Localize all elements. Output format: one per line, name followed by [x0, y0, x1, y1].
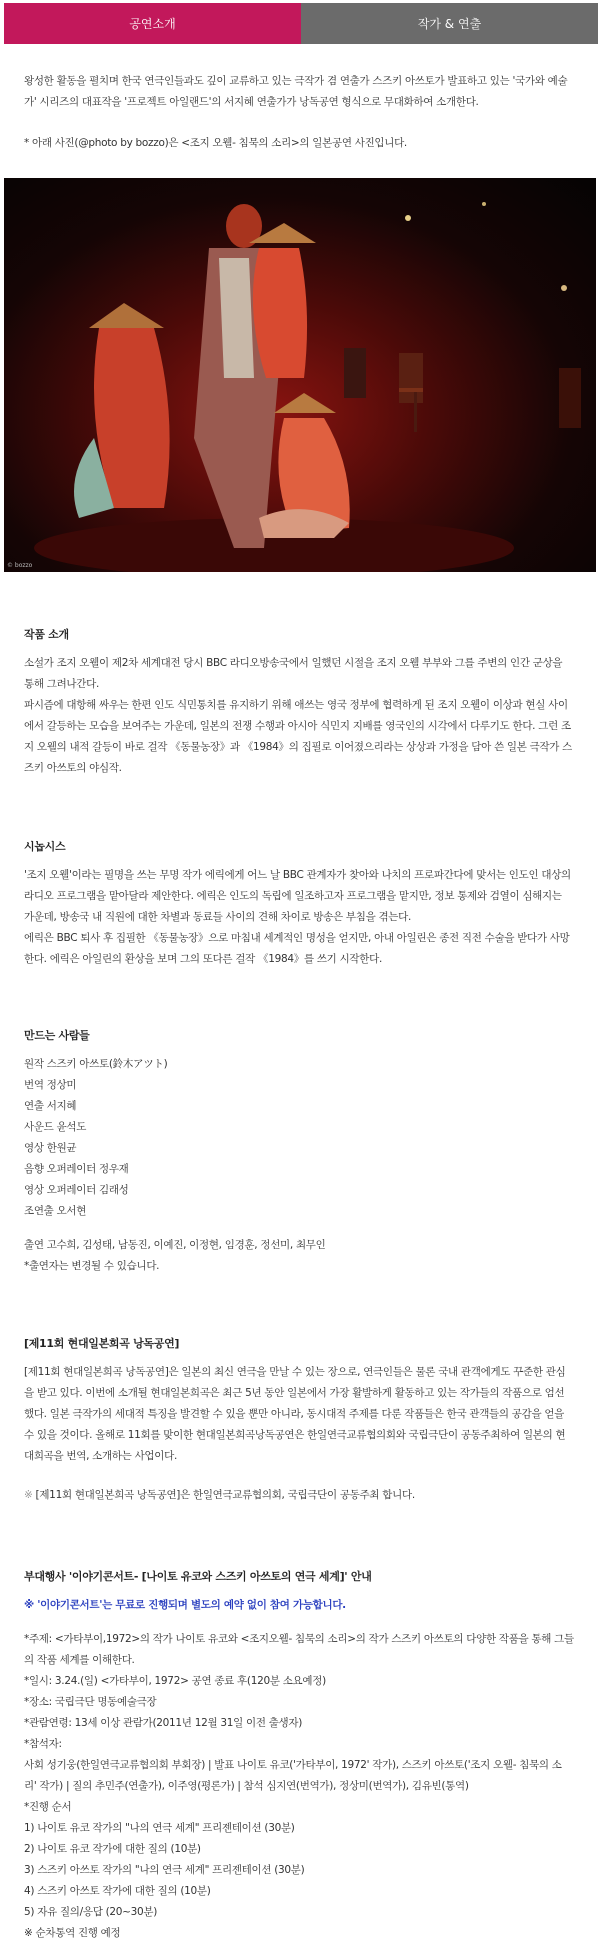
credit-line: 음향 오퍼레이터 정우재	[24, 1163, 129, 1175]
event-line: 4) 스즈키 아쓰토 작가에 대한 질의 (10분)	[24, 1885, 211, 1897]
photo-copyright: © bozzo	[7, 562, 33, 569]
credits-heading: 만드는 사람들	[24, 1029, 90, 1042]
spacer	[24, 1222, 574, 1235]
event-line: *참석자:	[24, 1738, 62, 1750]
work-heading: 작품 소개	[24, 628, 69, 641]
credit-line: 조연출 오서현	[24, 1205, 87, 1217]
festival-heading: [제11회 현대일본희곡 낭독공연]	[24, 1337, 180, 1350]
cast-note: *출연자는 변경될 수 있습니다.	[24, 1260, 160, 1272]
work-paragraph: 소설가 조지 오웰이 제2차 세계대전 당시 BBC 라디오방송국에서 일했던 시절을 조지 오웰 부부와 그를 주변의 인간 군상을 통해 그려나간다.	[24, 657, 563, 690]
cast-line: 출연 고수희, 김성태, 남동진, 이예진, 이정현, 임경훈, 정선미, 최무인	[24, 1239, 326, 1251]
tab-bar	[4, 3, 598, 44]
credit-line: 영상 오퍼레이터 김래성	[24, 1184, 129, 1196]
event-line: 사회 성기웅(한일연극교류협의회 부회장) | 발표 나이토 유코('가타부이, 1972' 작가), 스즈키 아쓰토('조지 오웰- 침묵의 소리' 작가) | 질의 추민주(연출가), 이주영(평론가) | 참석 심지연(번역가), 정상미(번역가), 김유빈(통역)	[24, 1759, 562, 1792]
article-body	[0, 624, 602, 1944]
work-section	[24, 624, 574, 779]
main-content	[0, 71, 602, 154]
event-section	[24, 1566, 574, 1944]
event-line: ※ 순차통역 진행 예정	[24, 1927, 121, 1939]
festival-note-text: [제11회 현대일본희곡 낭독공연]은 한일연극교류협의회, 국립극단이 공동주최 합니다.	[35, 1489, 415, 1501]
photo-note: * 아래 사진(@photo by bozzo)은 <조지 오웰- 침묵의 소리>의 일본공연 사진입니다.	[24, 137, 407, 149]
credit-line: 원작 스즈키 아쓰토(鈴木アツト)	[24, 1058, 168, 1070]
intro-text: 왕성한 활동을 펼치며 한국 연극인들과도 깊이 교류하고 있는 극작가 겸 연출가 스즈키 아쓰토가 발표하고 있는 '국가와 예술가' 시리즈의 대표작을 '프로젝트 아일랜드'의 서지혜 연출가가 낭독공연 형식으로 무대화하여 소개한다.	[24, 75, 568, 108]
credit-line: 연출 서지혜	[24, 1100, 77, 1112]
credit-line: 영상 한원균	[24, 1142, 77, 1154]
synopsis-paragraph: '조지 오웰'이라는 필명을 쓰는 무명 작가 에릭에게 어느 날 BBC 관계자가 찾아와 나치의 프로파간다에 맞서는 인도인 대상의 라디오 프로그램을 맡아달라 제안한다. 에릭은 인도의 독립에 일조하고자 프로그램을 맡지만, 정보 통제와 검열이 심해지는 가운데, 방송국 내 직원에 대한 차별과 동료들 사이의 견해 차이로 방송은 부침을 겪는다.	[24, 869, 571, 923]
tab-performance-intro[interactable]: 공연소개	[4, 3, 301, 44]
credit-line: 번역 정상미	[24, 1079, 77, 1091]
event-line: *일시: 3.24.(일) <가타부이, 1972> 공연 종료 후(120분 소요예정)	[24, 1675, 326, 1687]
event-line: 3) 스즈키 아쓰토 작가의 "나의 연극 세계" 프리젠테이션 (30분)	[24, 1864, 305, 1876]
event-line: 5) 자유 질의/응답 (20~30분)	[24, 1906, 158, 1918]
credits-section	[24, 1025, 574, 1277]
event-line: 2) 나이토 유코 작가에 대한 질의 (10분)	[24, 1843, 201, 1855]
stage-scene-graphic	[4, 178, 596, 572]
work-paragraph: 파시즘에 대항해 싸우는 한편 인도 식민통치를 유지하기 위해 애쓰는 영국 정부에 협력하게 된 조지 오웰이 이상과 현실 사이에서 갈등하는 모습을 보여주는 가운데, 일본의 전쟁 수행과 아시아 식민지 지배를 영국인의 시각에서 다루기도 한다. 그런 조지 오웰의 내적 갈등이 바로 걸작 《동물농장》과 《1984》의 집필로 이어졌으리라는 상상과 가정을 담아 쓴 일본 극작가 스즈키 아쓰토의 야심작.	[24, 699, 573, 774]
credit-line: 사운드 윤석도	[24, 1121, 87, 1133]
note-mark: ※	[24, 1489, 33, 1501]
festival-section	[24, 1333, 574, 1506]
event-line: *장소: 국립극단 명동예술극장	[24, 1696, 157, 1708]
event-notice: ※ '이야기콘서트'는 무료로 진행되며 별도의 예약 없이 참여 가능합니다.	[24, 1599, 346, 1611]
event-line: *진행 순서	[24, 1801, 72, 1813]
event-heading: 부대행사 '이야기콘서트- [나이토 유코와 스즈키 아쓰토의 연극 세계]' 안내	[24, 1570, 372, 1583]
event-line: *관람연령: 13세 이상 관람가(2011년 12월 31일 이전 출생자)	[24, 1717, 303, 1729]
synopsis-paragraph: 에릭은 BBC 퇴사 후 집필한 《동물농장》으로 마침내 세계적인 명성을 얻지만, 아내 아일린은 종전 직전 수술을 받다가 사망한다. 에릭은 아일린의 환상을 보며 그의 또다른 걸작 《1984》를 쓰기 시작한다.	[24, 932, 570, 965]
spacer	[24, 1616, 574, 1629]
event-line: 1) 나이토 유코 작가의 "나의 연극 세계" 프리젠테이션 (30분)	[24, 1822, 295, 1834]
festival-text: [제11회 현대일본희곡 낭독공연]은 일본의 최신 연극을 만날 수 있는 장으로, 연극인들은 물론 국내 관객에게도 꾸준한 관심을 받고 있다. 이번에 소개될 현대일본희곡은 최근 5년 동안 일본에서 가장 활발하게 활동하고 있는 작가들의 작품으로 엄선했다. 일본 극작가의 세대적 특징을 발견할 수 있을 뿐만 아니라, 동시대적 주제를 다룬 작품들은 한국 관객들의 공감을 얻을 수 있을 것이다. 올해로 11회를 맞이한 현대일본희곡낭독공연은 한일연극교류협의회와 국립극단이 공동주최하여 일본의 현대희곡을 번역, 소개하는 사업이다.	[24, 1366, 566, 1462]
synopsis-section	[24, 836, 574, 970]
tab-writer-director[interactable]: 작가 & 연출	[301, 3, 598, 44]
event-line: *주제: <가타부이,1972>의 작가 나이토 유코와 <조지오웰- 침묵의 소리>의 작가 스즈키 아쓰토의 다양한 작품을 통해 그들의 작품 세계를 이해한다.	[24, 1633, 574, 1666]
spacer	[24, 1467, 574, 1485]
performance-photo	[4, 178, 596, 572]
festival-note	[24, 1485, 574, 1506]
synopsis-heading: 시놉시스	[24, 840, 66, 853]
